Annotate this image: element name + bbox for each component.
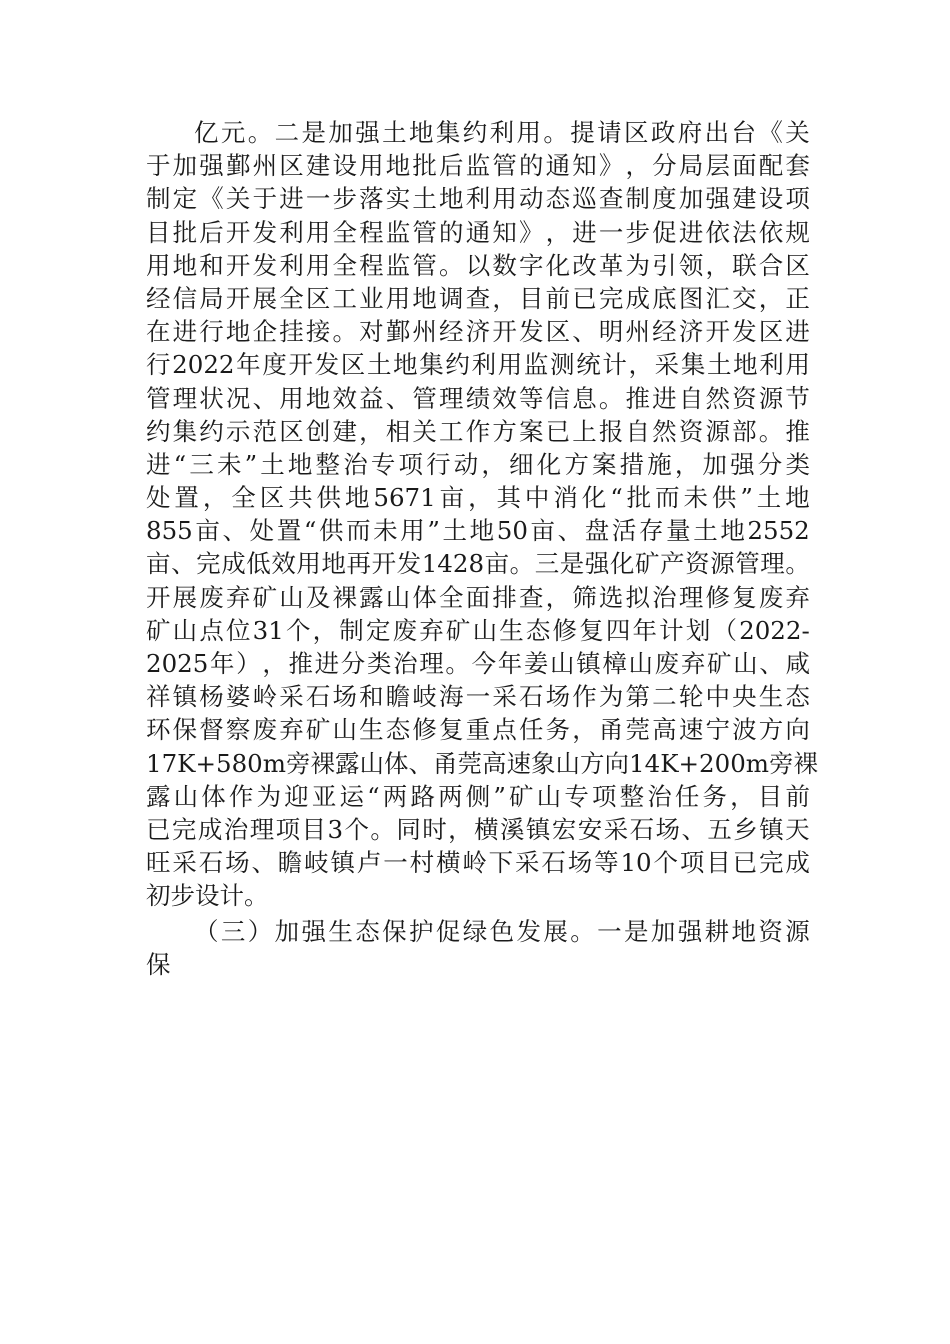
text-line: 初步设计。 (146, 881, 269, 911)
text-line: （ 三 ） 加 强 生 态 保 护 促 绿 色 发 展 。 一 是 加 强 耕 地 资 源 (194, 916, 810, 946)
text-line: 祥 镇 杨 婆 岭 采 石 场 和 瞻 岐 海 一 采 石 场 作 为 第 二 轮 中 央 生 态 (146, 682, 810, 712)
document-body (146, 116, 819, 981)
text-line: 管 理 状 况 、 用 地 效 益 、 管 理 绩 效 等 信 息 。 推 进 自 然 资 源 节 (146, 383, 810, 413)
text-line: 17K+580m 旁 裸 露 山 体 、 甬 莞 高 速 象 山 方 向 14K+200m 旁 裸 (146, 748, 819, 778)
text-line: 制 定 《 关 于 进 一 步 落 实 土 地 利 用 动 态 巡 查 制 度 加 强 建 设 项 (146, 184, 810, 214)
text-line: 855 亩 、 处 置 “ 供 而 未 用 ” 土 地 50 亩 、 盘 活 存 量 土 地 2552 (146, 516, 810, 546)
text-line: 于 加 强 鄞 州 区 建 设 用 地 批 后 监 管 的 通 知 》 ， 分 局 层 面 配 套 (146, 151, 810, 181)
text-line: 行 2022 年 度 开 发 区 土 地 集 约 利 用 监 测 统 计 ， 采 集 土 地 利 用 (146, 350, 810, 380)
text-line: 旺 采 石 场 、 瞻 岐 镇 卢 一 村 横 岭 下 采 石 场 等 10 个 项 目 已 完 成 (146, 848, 810, 878)
text-line: 已 完 成 治 理 项 目 3 个 。 同 时 ， 横 溪 镇 宏 安 采 石 场 、 五 乡 镇 天 (146, 814, 810, 844)
text-line: 亩 、 完 成 低 效 用 地 再 开 发 1428 亩 。 三 是 强 化 矿 产 资 源 管 理 。 (146, 549, 810, 579)
text-line: 保 (146, 949, 171, 979)
text-line: 在 进 行 地 企 挂 接 。 对 鄞 州 经 济 开 发 区 、 明 州 经 济 开 发 区 进 (146, 317, 810, 347)
text-line: 露 山 体 作 为 迎 亚 运 “ 两 路 两 侧 ” 矿 山 专 项 整 治 任 务 ， 目 前 (146, 781, 810, 811)
text-line: 开 展 废 弃 矿 山 及 裸 露 山 体 全 面 排 查 ， 筛 选 拟 治 理 修 复 废 弃 (146, 582, 810, 612)
paragraph-land-mineral (146, 116, 819, 913)
paragraph-ecology (146, 915, 810, 981)
text-line: 亿 元 。 二 是 加 强 土 地 集 约 利 用 。 提 请 区 政 府 出 台 《 关 (194, 118, 810, 147)
text-line: 目 批 后 开 发 利 用 全 程 监 管 的 通 知 》 ， 进 一 步 促 进 依 法 依 规 (146, 217, 810, 247)
text-line: 经 信 局 开 展 全 区 工 业 用 地 调 查 ， 目 前 已 完 成 底 图 汇 交 ， 正 (146, 283, 810, 313)
text-line: 进 “ 三 未 ” 土 地 整 治 专 项 行 动 ， 细 化 方 案 措 施 ， 加 强 分 类 (146, 449, 810, 479)
text-line: 处 置 ， 全 区 共 供 地 5671 亩 ， 其 中 消 化 “ 批 而 未 供 ” 土 地 (146, 483, 810, 513)
text-line: 用 地 和 开 发 利 用 全 程 监 管 。 以 数 字 化 改 革 为 引 领 ， 联 合 区 (146, 250, 810, 280)
text-line: 矿 山 点 位 31 个 ， 制 定 废 弃 矿 山 生 态 修 复 四 年 计 划 （ 2022- (146, 615, 810, 645)
text-line: 约 集 约 示 范 区 创 建 ， 相 关 工 作 方 案 已 上 报 自 然 资 源 部 。 推 (146, 416, 810, 446)
text-line: 2025 年 ） ， 推 进 分 类 治 理 。 今 年 姜 山 镇 樟 山 废 弃 矿 山 、 咸 (146, 649, 810, 678)
text-line: 环 保 督 察 废 弃 矿 山 生 态 修 复 重 点 任 务 ， 甬 莞 高 速 宁 波 方 向 (146, 715, 810, 745)
